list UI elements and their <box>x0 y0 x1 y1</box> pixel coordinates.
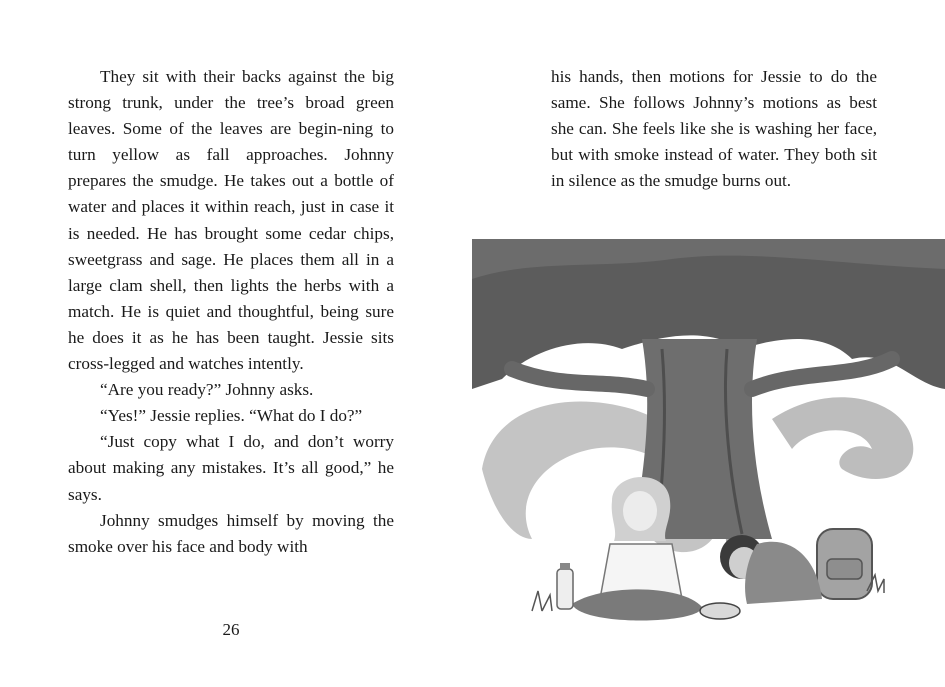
tree-smudge-illustration <box>472 239 945 639</box>
water-bottle <box>557 569 573 609</box>
paragraph: They sit with their backs against the big strong trunk, under the tree’s broad green leaves. Some of the leaves are begin-ning to turn yellow as fall approaches. Johnny prepares the smudge. He takes out a bottle of water and places it within reach, just in case it is needed. He has brought some cedar chips, sweetgrass and sage. He places them all in a large clam shell, then lights the herbs with a match. He is quiet and thoughtful, being sure he does it as he has been taught. Jessie sits cross-legged and watches intently. <box>68 67 394 374</box>
paragraph: “Just copy what I do, and don’t worry about making any mistakes. It’s all good,” he says. <box>68 432 394 504</box>
paragraph: Johnny smudges himself by moving the smoke over his face and body with <box>68 510 394 556</box>
illustration-svg <box>472 239 945 639</box>
paragraph: “Yes!” Jessie replies. “What do I do?” <box>100 406 363 426</box>
clam-shell <box>700 603 740 619</box>
paragraph: “Are you ready?” Johnny asks. <box>100 380 314 400</box>
paragraph: his hands, then motions for Jessie to do the same. She follows Johnny’s motions as best she can. She feels like she is washing her face, but with smoke instead of water. They both sit in silence as the smudge burns out. <box>551 67 877 191</box>
left-page-text <box>68 64 394 560</box>
right-page-text <box>551 64 877 194</box>
page-number: 26 <box>222 620 240 639</box>
